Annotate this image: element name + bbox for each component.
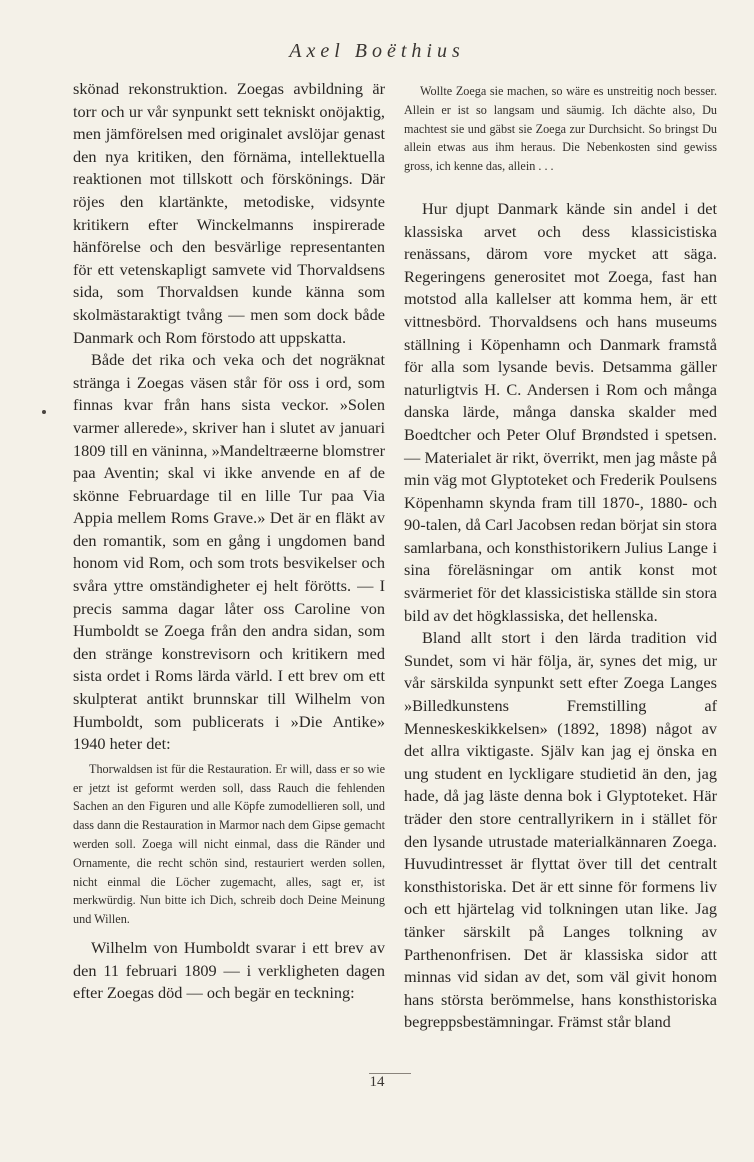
- right-paragraph-2: Bland allt stort i den lärda tradition vid Sundet, som vi här följa, är, synes det mig, ur vår särskilda synpunkt sett efter Zoega Langes »Billedkunstens Fremstilling af Menneskeskikkelsen» (1892, 1898) något av det allra viktigaste. Själv kan jag ej önska en ung student en lyckligare studietid än den, jag hade, då jag läste denna bok i Glyptoteket. Här träder den store centrallyrikern in i stället för den lysande utrustade materialkännaren Zoega. Huvudintresset är flyttat över till det centralt konsthistoriska. Det är ett sinne för formens liv och ett hjärtelag vid tolkningen utan like. Jag tänker särskilt på Langes tolkning av Parthenonfrisen. Det är klassiska sidor att minnas vid sidan av det, som väl givit honom hans största berömmelse, hans konsthistoriska begreppsbestämningar. Främst står bland: [404, 628, 717, 1032]
- left-column: [73, 78, 385, 1005]
- left-paragraph-3: Wilhelm von Humboldt svarar i ett brev av den 11 februari 1809 — i verkligheten dagen efter Zoegas död — och begär en teckning:: [73, 937, 385, 1003]
- right-block-quote: Wollte Zoega sie machen, so wäre es unstreitig noch besser. Allein er ist so langsam und säumig. Ich dächte also, Du machtest sie und gäbst sie Zoega zur Durchsicht. So bringst Du allein etwas aus ihm heraus. Die Nebenkosten sind gewiss gross, ich kenne das, allein . . .: [404, 84, 717, 174]
- right-paragraph-1: Hur djupt Danmark kände sin andel i det klassiska arvet och dess klassicistiska renässans, därom vore mycket att säga. Regeringens generositet mot Zoega, fast han motstod alla kallelser att komma hem, är ett vittnesbörd. Thorvaldsens och hans museums ställning i Köpenhamn och Danmark framstå för alla som lysande bevis. Detsamma gäller naturligtvis H. C. Andersen i Rom och många danska lärde, många danska skalder med Boedtcher och Peter Oluf Brøndsted i spetsen. — Materialet är rikt, överrikt, men jag måste på min väg mot Glyptoteket och Frederik Poulsens Köpenhamn skynda fram till 1870-, 1880- och 90-talen, då Carl Jacobsen redan börjat sin stora samlarbana, och konsthistorikern Julius Lange i sina föreläsningar om antik konst mot svärmeriet för det klassicistiska ställde sin stora bild av det högklassiska, det hellenska.: [404, 198, 717, 625]
- right-column: [404, 78, 717, 1034]
- left-block-quote: Thorwaldsen ist für die Restauration. Er will, dass er so wie er jetzt ist geformt werden soll, dass Rauch die fehlenden Sachen an den Figuren und alle Köpfe zumodellieren soll, und dass dann die Restauration in Marmor nach dem Gipse gemacht werden soll. Zoega will nicht einmal, dass die Ränder und Ornamente, die recht schön sind, restauriert werden sollen, nicht einmal die Löcher zugemacht, alles, sagt er, ist merkwürdig. Nun bitte ich Dich, schreib doch Deine Meinung und Willen.: [73, 761, 385, 927]
- page-number: 14: [369, 1074, 385, 1090]
- margin-mark: [42, 410, 46, 414]
- left-paragraph-1: skönad rekonstruktion. Zoegas avbildning är torr och ur vår synpunkt sett tekniskt onöjaktig, men jämförelsen med originalet avslöjar genast den nya kritiken, den förnäma, intellektuella reaktionen mot tillskott och förskönings. Där röjes den klartänkte, metodiske, vidsynte kritikern efter Winckelmanns inspirerade hänförelse och den besvärlige representanten för ett vetenskapligt samvete vid Thorvaldsens sida, som Thorvaldsen kunde känna som skolmästaraktigt tvång — men som dock både Danmark och Rom förstodo att uppskatta.: [73, 79, 385, 347]
- running-header: Axel Boëthius: [289, 40, 465, 62]
- left-paragraph-2: Både det rika och veka och det nogräknat stränga i Zoegas väsen står för oss i ord, som finnas kvar från hans sista veckor. »Solen varmer allerede», skriver han i slutet av januari 1809 till en väninna, »Mandeltræerne blomstrer paa Aventin; skal vi ikke anvende en af de skönne Februardage til en lille Tur paa Via Appia mellem Roms Grave.» Det är en fläkt av den romantik, som en gång i ungdomen band honom vid Rom, och som trots besvikelser och svåra yttre omständigheter ej helt förötts. — I precis samma dagar låter oss Caroline von Humboldt se Zoega från den andra sidan, som den stränge konstrevisorn och kritikern med sista ordet i Roms lärda värld. I ett brev om ett skulpterat antikt brunnskar till Wilhelm von Humboldt, som publicerats i »Die Antike» 1940 heter det:: [73, 350, 385, 754]
